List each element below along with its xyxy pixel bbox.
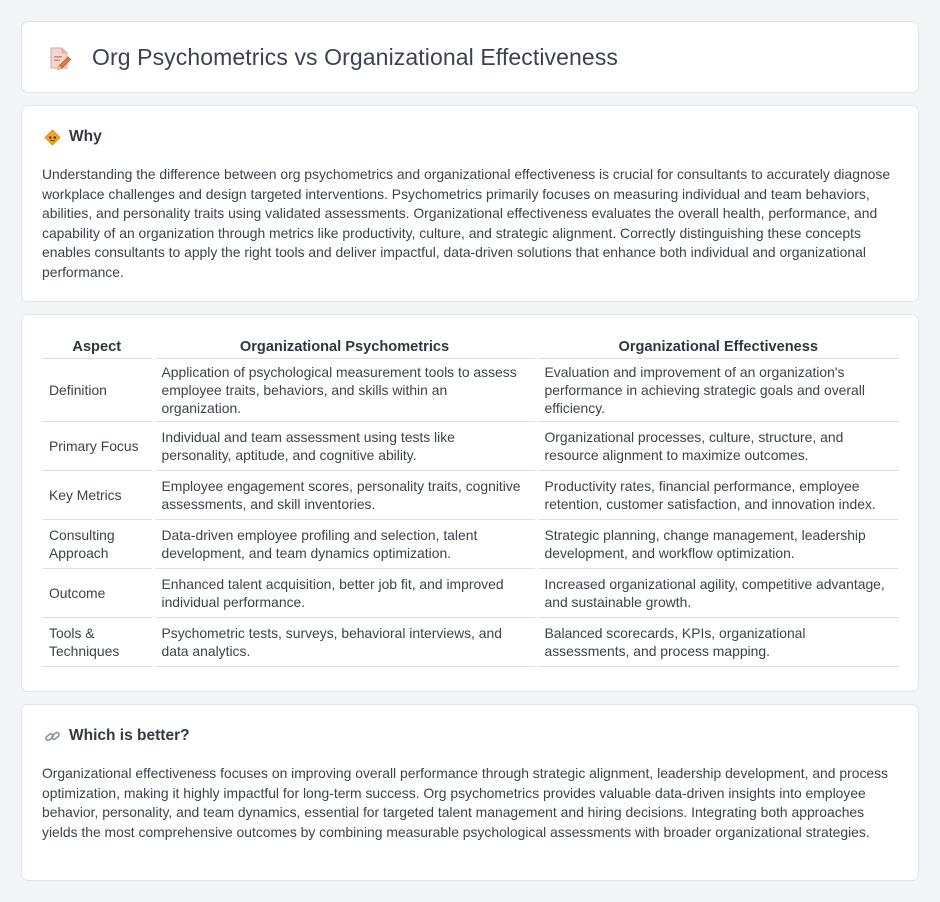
table-row [42,358,899,421]
link-icon [44,728,61,745]
comparison-table [42,336,899,667]
effectiveness-cell: Increased organizational agility, competitive advantage, and sustainable growth. [536,568,899,617]
aspect-cell: Definition [42,358,153,421]
psychometrics-cell: Employee engagement scores, personality traits, cognitive assessments, and skill inventories. [153,470,536,519]
why-heading: Why [69,128,102,145]
psychometrics-cell: Individual and team assessment using tests like personality, aptitude, and cognitive ability. [153,421,536,470]
aspect-cell: Primary Focus [42,421,153,470]
why-paragraph: Understanding the difference between org psychometrics and organizational effectiveness is crucial for consultants to accurately diagnose workplace challenges and design targeted interventions. Psychometrics primarily focuses on measuring individual and team behaviors, abilities, and personality traits using validated assessments. Organizational effectiveness evaluates the overall health, performance, and capability of an organization through metrics like productivity, culture, and strategic alignment. Correctly distinguishing these concepts enables consultants to apply the right tools and deliver impactful, data-driven solutions that enhance both individual and organizational performance. [42,166,891,280]
page-title: Org Psychometrics vs Organizational Effectiveness [92,44,619,70]
table-row [42,421,899,470]
aspect-cell: Key Metrics [42,470,153,519]
header-effectiveness: Organizational Effectiveness [536,336,899,358]
which-better-section [21,704,919,881]
better-paragraph: Organizational effectiveness focuses on improving overall performance through strategic alignment, leadership development, and process optimization, making it highly impactful for long-term success. Org psychometrics provides valuable data-driven insights into employee behavior, personality, and team dynamics, essential for targeted talent management and hiring decisions. Integrating both approaches yields the most comprehensive outcomes by combining measurable psychological assessments with broader organizational strategies. [42,765,888,840]
diamond-warning-icon [44,129,61,146]
psychometrics-cell: Enhanced talent acquisition, better job fit, and improved individual performance. [153,568,536,617]
aspect-cell: Outcome [42,568,153,617]
why-section [21,105,919,302]
psychometrics-cell: Application of psychological measurement tools to assess employee traits, behaviors, and skills within an organization. [153,358,536,421]
table-row [42,519,899,568]
title-row [46,44,618,71]
table-row [42,617,899,666]
title-card [21,21,919,93]
comparison-section [21,314,919,692]
document-pencil-icon [46,45,72,71]
aspect-cell: Tools & Techniques [42,617,153,666]
header-psychometrics: Organizational Psychometrics [153,336,536,358]
table-header-row [42,336,899,358]
effectiveness-cell: Productivity rates, financial performance, employee retention, customer satisfaction, and innovation index. [536,470,899,519]
table-row [42,568,899,617]
psychometrics-cell: Data-driven employee profiling and selection, talent development, and team dynamics optimization. [153,519,536,568]
effectiveness-cell: Organizational processes, culture, structure, and resource alignment to maximize outcomes. [536,421,899,470]
effectiveness-cell: Strategic planning, change management, leadership development, and workflow optimization. [536,519,899,568]
better-heading: Which is better? [69,727,190,744]
table-row [42,470,899,519]
aspect-cell: Consulting Approach [42,519,153,568]
psychometrics-cell: Psychometric tests, surveys, behavioral interviews, and data analytics. [153,617,536,666]
effectiveness-cell: Evaluation and improvement of an organization's performance in achieving strategic goals and overall efficiency. [536,358,899,421]
header-aspect: Aspect [42,336,153,358]
effectiveness-cell: Balanced scorecards, KPIs, organizational assessments, and process mapping. [536,617,899,666]
better-header [44,727,190,745]
why-header [44,128,102,146]
